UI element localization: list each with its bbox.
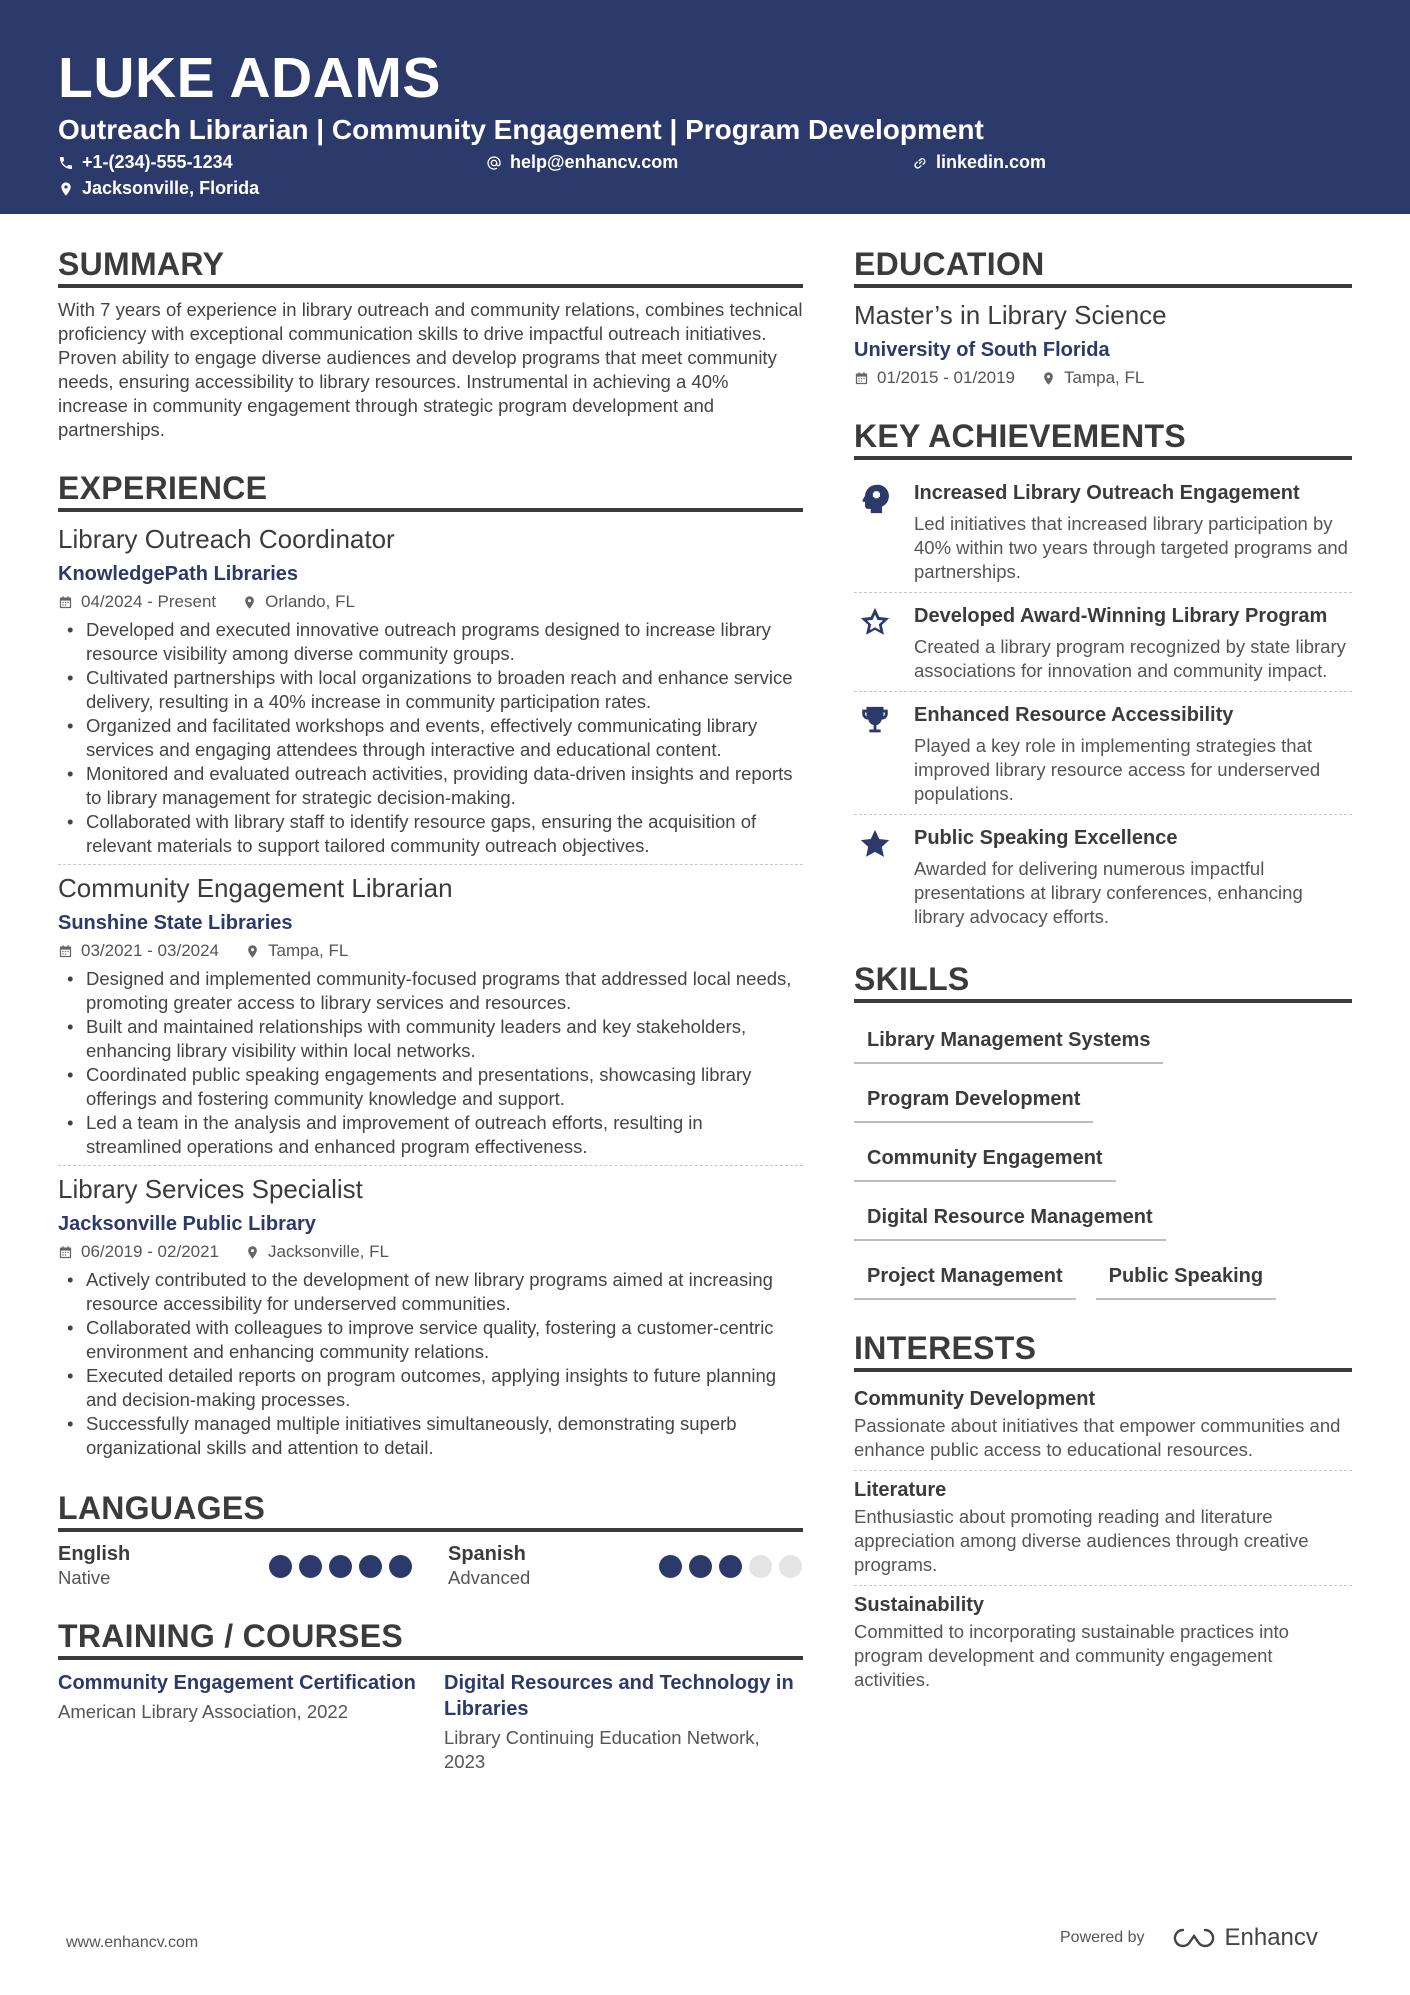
rating-dot — [269, 1555, 292, 1578]
education-meta — [854, 366, 1352, 390]
school-name: University of South Florida — [854, 339, 1110, 361]
rating-dot — [719, 1555, 742, 1578]
education-heading: EDUCATION — [854, 244, 1352, 288]
summary-heading: SUMMARY — [58, 244, 803, 288]
interest-title: Sustainability — [854, 1594, 985, 1616]
rating-dot — [689, 1555, 712, 1578]
skill-tag: Digital Resource Management — [854, 1190, 1166, 1241]
rating-dot — [749, 1555, 772, 1578]
interest-title: Community Development — [854, 1388, 1096, 1410]
star-icon — [858, 827, 892, 861]
language-item — [58, 1542, 412, 1590]
company-name: KnowledgePath Libraries — [58, 563, 299, 585]
right-column — [854, 244, 1352, 1700]
contact-email[interactable] — [486, 152, 678, 173]
achievement-desc: Created a library program recognized by state library associations for innovation and community impact. — [914, 636, 1346, 681]
job-meta — [58, 939, 803, 963]
interest-item — [854, 1382, 1352, 1470]
bullet-item: • Collaborated with library staff to identify resource gaps, ensuring the acquisition of relevant materials to support tailored community outreach objectives. — [58, 810, 803, 858]
candidate-name: LUKE ADAMS — [58, 46, 441, 110]
footer-branding — [1060, 1924, 1318, 1952]
job-location: Tampa, FL — [268, 941, 349, 960]
course-item — [58, 1670, 416, 1774]
rating-dot — [359, 1555, 382, 1578]
job-title: Library Outreach Coordinator — [58, 524, 395, 554]
company-name: Jacksonville Public Library — [58, 1213, 316, 1235]
language-item — [448, 1542, 802, 1590]
bullet-item: • Developed and executed innovative outreach programs designed to increase library resource visibility among diverse community groups. — [58, 618, 803, 666]
rating-dot — [299, 1555, 322, 1578]
achievement-item — [854, 691, 1352, 814]
rating-dot — [329, 1555, 352, 1578]
bullet-item: • Organized and facilitated workshops and events, effectively communicating library services and engaging attendees through interactive and educational content. — [58, 714, 803, 762]
link-text: linkedin.com — [936, 152, 1047, 172]
interest-item — [854, 1585, 1352, 1700]
job-meta — [58, 590, 803, 614]
bullet-item: • Actively contributed to the development of new library programs aimed at increasing resource accessibility for underserved communities. — [58, 1268, 803, 1316]
bullet-item: • Designed and implemented community-focused programs that addressed local needs, promoting greater access to library services and resources. — [58, 967, 803, 1015]
summary-text: With 7 years of experience in library outreach and community relations, combines technical proficiency with exceptional communication skills to drive impactful outreach initiatives. Proven ability to engage diverse audiences and develop programs that meet community needs, ensuring accessibility to library resources. Instrumental in achieving a 40% increase in community engagement through strategic program development and partnerships. — [58, 299, 803, 440]
experience-entry — [58, 522, 803, 864]
job-meta — [58, 1240, 803, 1264]
calendar-icon — [854, 371, 869, 386]
interest-desc: Passionate about initiatives that empower communities and enhance public access to educational resources. — [854, 1415, 1341, 1460]
at-icon — [486, 155, 502, 171]
location-pin-icon — [58, 181, 74, 197]
education-location: Tampa, FL — [1064, 368, 1145, 387]
interests-heading: INTERESTS — [854, 1328, 1352, 1372]
job-bullets — [58, 1268, 803, 1460]
footer-website[interactable]: www.enhancv.com — [66, 1934, 199, 1951]
star-outline-icon — [858, 605, 892, 639]
contact-location — [58, 178, 259, 199]
achievement-title: Public Speaking Excellence — [914, 827, 1178, 849]
interest-title: Literature — [854, 1479, 947, 1501]
experience-entry — [58, 864, 803, 1165]
courses-list — [58, 1670, 803, 1774]
link-icon — [912, 155, 928, 171]
achievements-heading: KEY ACHIEVEMENTS — [854, 416, 1352, 460]
achievement-title: Enhanced Resource Accessibility — [914, 704, 1234, 726]
location-pin-icon — [242, 595, 257, 610]
course-title: Community Engagement Certification — [58, 1672, 416, 1694]
rating-dot — [659, 1555, 682, 1578]
skills-list — [854, 1013, 1352, 1308]
languages-list — [58, 1542, 803, 1590]
skill-tag: Program Development — [854, 1072, 1093, 1123]
company-name: Sunshine State Libraries — [58, 912, 293, 934]
bullet-item: • Executed detailed reports on program outcomes, applying insights to future planning and decision-making processes. — [58, 1364, 803, 1412]
achievement-title: Increased Library Outreach Engagement — [914, 482, 1300, 504]
calendar-icon — [58, 944, 73, 959]
course-org: American Library Association, 2022 — [58, 1701, 348, 1722]
email-text: help@enhancv.com — [510, 152, 679, 172]
location-pin-icon — [1041, 371, 1056, 386]
rating-dot — [389, 1555, 412, 1578]
brand-name: Enhancv — [1224, 1924, 1318, 1951]
contact-info — [58, 152, 1352, 206]
experience-heading: EXPERIENCE — [58, 468, 803, 512]
degree: Master’s in Library Science — [854, 300, 1167, 330]
bullet-item: • Cultivated partnerships with local organizations to broaden reach and enhance service delivery, resulting in a 40% increase in community participation rates. — [58, 666, 803, 714]
job-dates: 03/2021 - 03/2024 — [81, 941, 220, 960]
brand-logo[interactable] — [1171, 1924, 1318, 1952]
language-level: Advanced — [448, 1567, 531, 1588]
job-title: Library Services Specialist — [58, 1174, 363, 1204]
training-heading: TRAINING / COURSES — [58, 1616, 803, 1660]
calendar-icon — [58, 595, 73, 610]
achievement-item — [854, 814, 1352, 937]
bullet-item: • Successfully managed multiple initiatives simultaneously, demonstrating superb organizational skills and attention to detail. — [58, 1412, 803, 1460]
job-dates: 06/2019 - 02/2021 — [81, 1242, 220, 1261]
skill-tag: Community Engagement — [854, 1131, 1116, 1182]
bullet-item: • Collaborated with colleagues to improve service quality, fostering a customer-centric environment and enhancing community relations. — [58, 1316, 803, 1364]
job-location: Orlando, FL — [265, 592, 355, 611]
skill-tag: Public Speaking — [1096, 1249, 1276, 1300]
candidate-title: Outreach Librarian | Community Engagement | Program Development — [58, 114, 984, 145]
achievement-desc: Played a key role in implementing strategies that improved library resource access for underserved populations. — [914, 735, 1321, 804]
job-dates: 04/2024 - Present — [81, 592, 217, 611]
language-name: Spanish — [448, 1543, 526, 1565]
job-title: Community Engagement Librarian — [58, 873, 453, 903]
left-column — [58, 244, 803, 1774]
job-location: Jacksonville, FL — [268, 1242, 389, 1261]
phone-icon — [58, 155, 74, 171]
bullet-item: • Built and maintained relationships with community leaders and key stakeholders, enhancing library visibility within local networks. — [58, 1015, 803, 1063]
experience-entry — [58, 1165, 803, 1466]
skill-tag: Library Management Systems — [854, 1013, 1163, 1064]
head-icon — [858, 482, 892, 516]
phone-text: +1-(234)-555-1234 — [82, 152, 233, 172]
enhancv-logo-icon — [1171, 1926, 1217, 1950]
contact-phone[interactable] — [58, 152, 233, 173]
course-org: Library Continuing Education Network, 2023 — [444, 1727, 760, 1772]
bullet-item: • Coordinated public speaking engagements and presentations, showcasing library offerings and fostering community knowledge and support. — [58, 1063, 803, 1111]
course-item — [444, 1670, 802, 1774]
achievement-title: Developed Award-Winning Library Program — [914, 605, 1328, 627]
resume-header — [0, 0, 1410, 214]
language-rating — [269, 1555, 412, 1578]
interest-desc: Committed to incorporating sustainable practices into program development and community engagement activities. — [854, 1621, 1289, 1690]
location-pin-icon — [245, 944, 260, 959]
location-pin-icon — [245, 1245, 260, 1260]
job-bullets — [58, 618, 803, 858]
contact-link[interactable] — [912, 152, 1046, 173]
interest-desc: Enthusiastic about promoting reading and literature appreciation among diverse audiences through creative programs. — [854, 1506, 1309, 1575]
achievement-desc: Led initiatives that increased library participation by 40% within two years through targeted programs and partnerships. — [914, 513, 1348, 582]
achievement-item — [854, 470, 1352, 592]
powered-by-text: Powered by — [1060, 1929, 1145, 1946]
skills-heading: SKILLS — [854, 959, 1352, 1003]
course-title: Digital Resources and Technology in Libraries — [444, 1672, 794, 1720]
bullet-item: • Led a team in the analysis and improvement of outreach efforts, resulting in streamlined operations and enhanced program effectiveness. — [58, 1111, 803, 1159]
trophy-icon — [858, 704, 892, 738]
calendar-icon — [58, 1245, 73, 1260]
language-level: Native — [58, 1567, 111, 1588]
education-dates: 01/2015 - 01/2019 — [877, 368, 1016, 387]
language-rating — [659, 1555, 802, 1578]
location-text: Jacksonville, Florida — [82, 178, 260, 198]
job-bullets — [58, 967, 803, 1159]
rating-dot — [779, 1555, 802, 1578]
interest-item — [854, 1470, 1352, 1585]
bullet-item: • Monitored and evaluated outreach activities, providing data-driven insights and reports to library management for strategic decision-making. — [58, 762, 803, 810]
achievement-item — [854, 592, 1352, 691]
languages-heading: LANGUAGES — [58, 1488, 803, 1532]
language-name: English — [58, 1543, 131, 1565]
achievement-desc: Awarded for delivering numerous impactful presentations at library conferences, enhancing library advocacy efforts. — [914, 858, 1303, 927]
skill-tag: Project Management — [854, 1249, 1076, 1300]
